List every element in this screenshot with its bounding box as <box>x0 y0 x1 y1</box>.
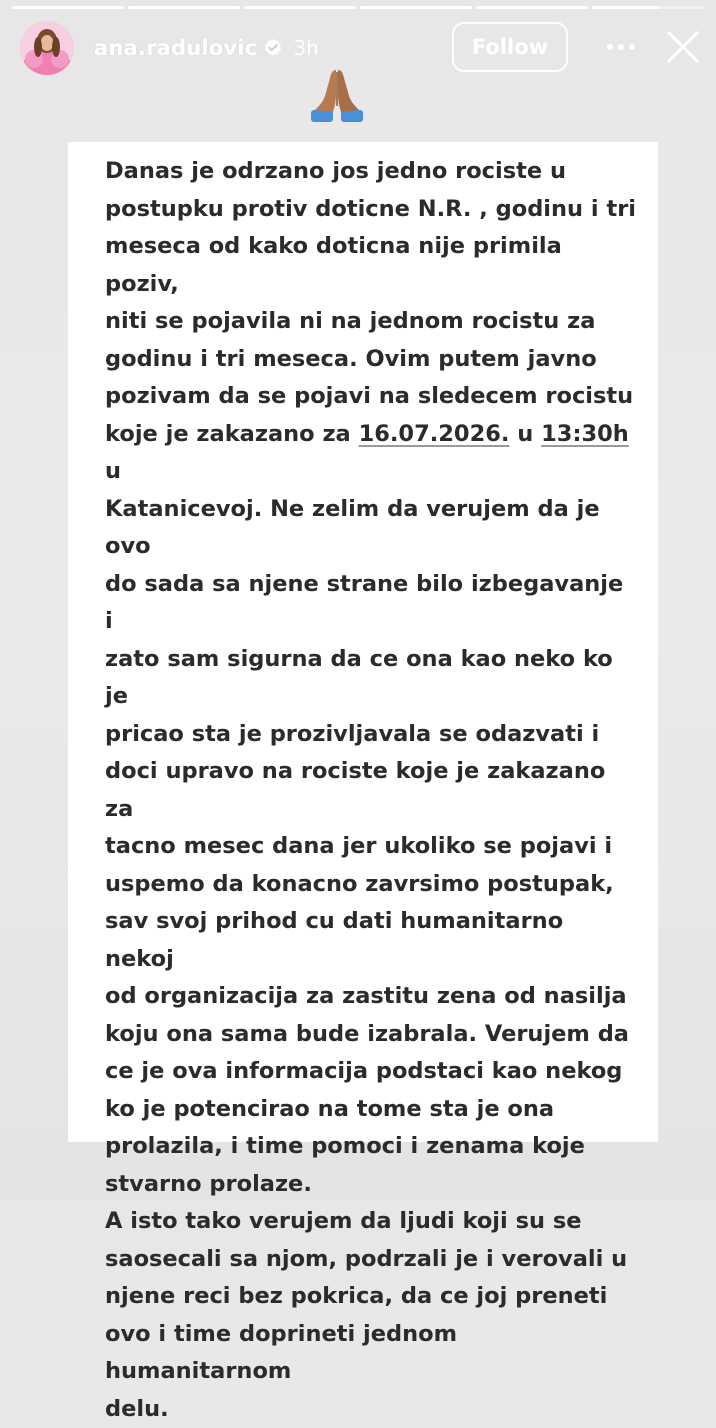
progress-segment <box>360 6 472 9</box>
story-text <box>105 142 636 1428</box>
progress-segment <box>476 6 588 9</box>
story-text-part: u <box>509 420 542 447</box>
post-time: 3h <box>293 36 319 60</box>
story-text-part: Danas je odrzano jos jedno rociste u postupku protiv doticne N.R. , godinu i tri meseca od kako doticna nije primila poziv, niti se pojavila ni na jednom rocistu za godinu i tri meseca. Ovim putem javno pozivam da se pojavi na sledecem rocistu koje je zakazano za <box>105 158 637 447</box>
progress-segment-active <box>592 6 704 9</box>
avatar[interactable] <box>20 21 74 75</box>
follow-button[interactable]: Follow <box>452 22 568 72</box>
date-link[interactable]: 16.07.2026. <box>358 420 510 447</box>
praying-hands-emoji <box>305 66 369 124</box>
close-icon[interactable] <box>660 24 706 70</box>
progress-segment <box>128 6 240 9</box>
more-dots-icon[interactable] <box>598 24 644 70</box>
story-text-card <box>68 142 658 1422</box>
story-progress-bars <box>12 6 704 9</box>
time-link[interactable]: 13:30h <box>541 420 629 447</box>
avatar-image <box>20 21 74 75</box>
story-text-part: u Katanicevoj. Ne zelim da verujem da je ovo do sada sa njene strane bilo izbegavanje i zato sam sigurna da ce ona kao neko ko je pricao sta je prozivljavala se odazvati i doci upravo na rociste koje je zakazano za tacno mesec dana jer ukoliko se pojavi i uspemo da konacno zavrsimo postupak, sav svoj prihod cu dati humanitarno nekoj od organizacija za zastitu zena od nasilja koju ona sama bude izabrala. Verujem da ce je ova informacija podstaci kao nekog ko je potencirao na tome sta je ona prolazila, i time pomoci i zenama koje stvarno prolaze. A isto tako verujem da ljudi koji su se saosecali sa njom, podrzali je i verovali u njene reci bez pokrica, da ce joj preneti ovo i time doprineti jednom humanitarnom delu. <box>105 458 629 1422</box>
progress-segment <box>244 6 356 9</box>
verified-badge-icon <box>263 38 283 58</box>
progress-segment <box>12 6 124 9</box>
username[interactable]: ana.radulovic <box>94 36 258 60</box>
